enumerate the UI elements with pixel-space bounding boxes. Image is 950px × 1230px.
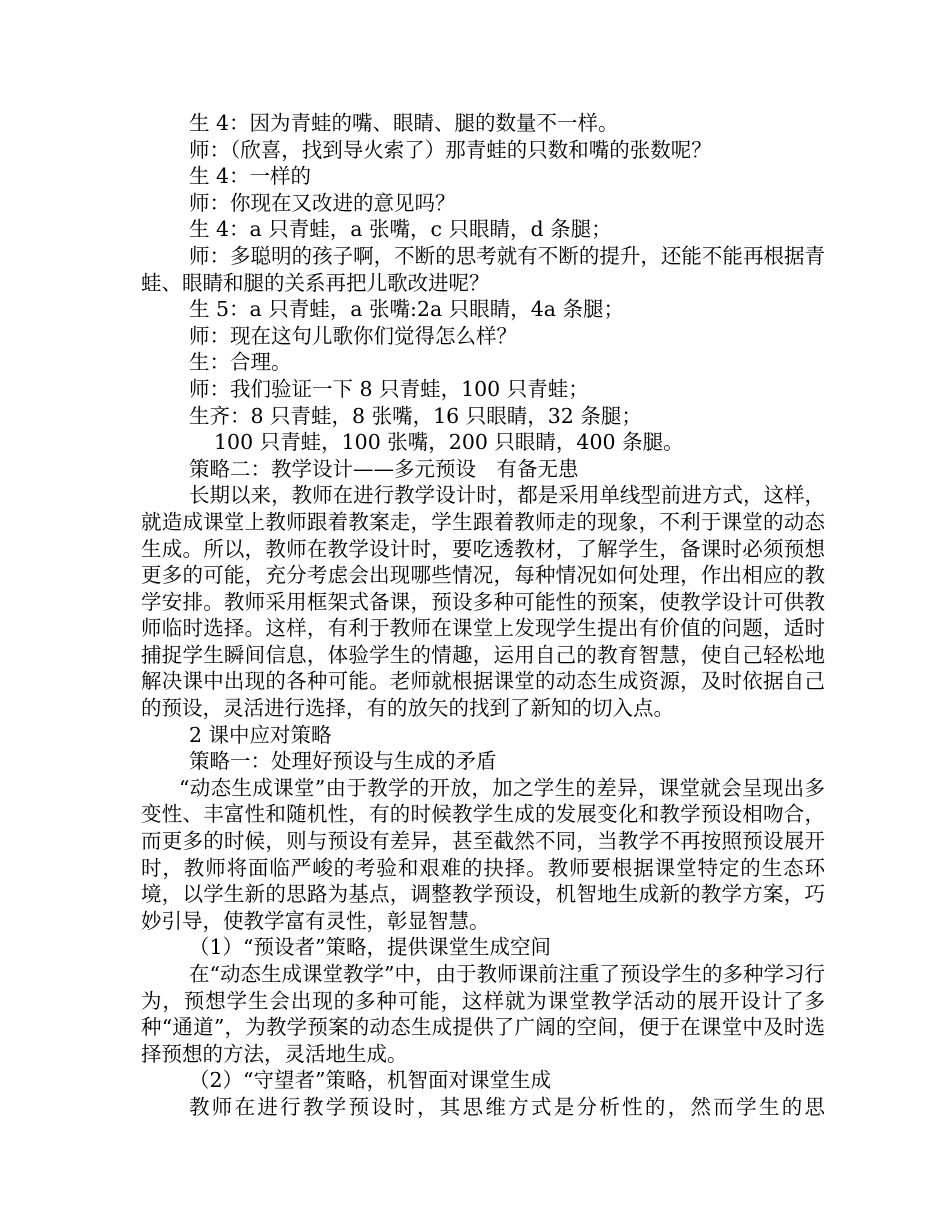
dialogue-line: 生 5：a 只青蛙，a 张嘴:2a 只眼睛，4a 条腿； <box>189 297 625 322</box>
body-paragraph: 在“动态生成课堂教学”中，由于教师课前注重了预设学生的多种学习行为，预想学生会出现的多种可能，这样就为课堂教学活动的展开设计了多种“通道”，为教学预案的动态生成提供了广阔的空间，便于在课堂中及时选择预想的方法，灵活地生成。 <box>141 962 825 1066</box>
body-paragraph: “动态生成课堂”由于教学的开放，加之学生的差异，课堂就会呈现出多变性、丰富性和随机性，有的时候教学生成的发展变化和教学预设相吻合，而更多的时候，则与预设有差异，甚至截然不同，当教学不再按照预设展开时，教师将面临严峻的考验和艰难的抉择。教师要根据课堂特定的生态环境，以学生新的思路为基点，调整教学预设，机智地生成新的教学方案，巧妙引导，使教学富有灵性，彰显智慧。 <box>141 775 825 933</box>
subsection-heading: （1）“预设者”策略，提供课堂生成空间 <box>189 935 552 960</box>
document-page <box>141 110 825 1121</box>
dialogue-line: 师：多聪明的孩子啊，不断的思考就有不断的提升，还能不能再根据青蛙、眼睛和腿的关系再把儿歌改进呢？ <box>141 243 825 295</box>
body-paragraph: 教师在进行教学预设时，其思维方式是分析性的，然而学生的思 <box>189 1094 825 1119</box>
dialogue-line: 生 4：一样的 <box>189 164 312 189</box>
dialogue-line: 师：（欣喜，找到导火索了）那青蛙的只数和嘴的张数呢？ <box>189 137 712 162</box>
dialogue-line: 生 4：因为青蛙的嘴、眼睛、腿的数量不一样。 <box>189 111 619 135</box>
dialogue-line: 师：你现在又改进的意见吗？ <box>189 190 456 215</box>
dialogue-line: 生 4：a 只青蛙，a 张嘴，c 只眼睛，d 条腿； <box>189 217 612 242</box>
section-heading: 策略一：处理好预设与生成的矛盾 <box>189 749 497 774</box>
dialogue-line: 生齐：8 只青蛙，8 张嘴，16 只眼睛，32 条腿； <box>189 403 642 428</box>
dialogue-line: 100 只青蛙，100 张嘴，200 只眼睛，400 条腿。 <box>214 430 684 455</box>
body-paragraph: 长期以来，教师在进行教学设计时，都是采用单线型前进方式，这样，就造成课堂上教师跟着教案走，学生跟着教师走的现象，不利于课堂的动态生成。所以，教师在教学设计时，要吃透教材，了解学生，备课时必须预想更多的可能，充分考虑会出现哪些情况，每种情况如何处理，作出相应的教学安排。教师采用框架式备课，预设多种可能性的预案，使教学设计可供教师临时选择。这样，有利于教师在课堂上发现学生提出有价值的问题，适时捕捉学生瞬间信息，体验学生的情趣，运用自己的教育智慧，使自己轻松地解决课中出现的各种可能。老师就根据课堂的动态生成资源，及时依据自己的预设，灵活进行选择，有的放矢的找到了新知的切入点。 <box>141 483 825 721</box>
subsection-heading: （2）“守望者”策略，机智面对课堂生成 <box>189 1068 552 1093</box>
section-heading: 策略二：教学设计——多元预设 有备无患 <box>189 456 579 481</box>
section-heading: 2 课中应对策略 <box>189 722 332 747</box>
dialogue-line: 生：合理。 <box>189 350 292 375</box>
dialogue-line: 师：现在这句儿歌你们觉得怎么样？ <box>189 323 517 348</box>
dialogue-line: 师：我们验证一下 8 只青蛙，100 只青蛙； <box>189 376 589 401</box>
